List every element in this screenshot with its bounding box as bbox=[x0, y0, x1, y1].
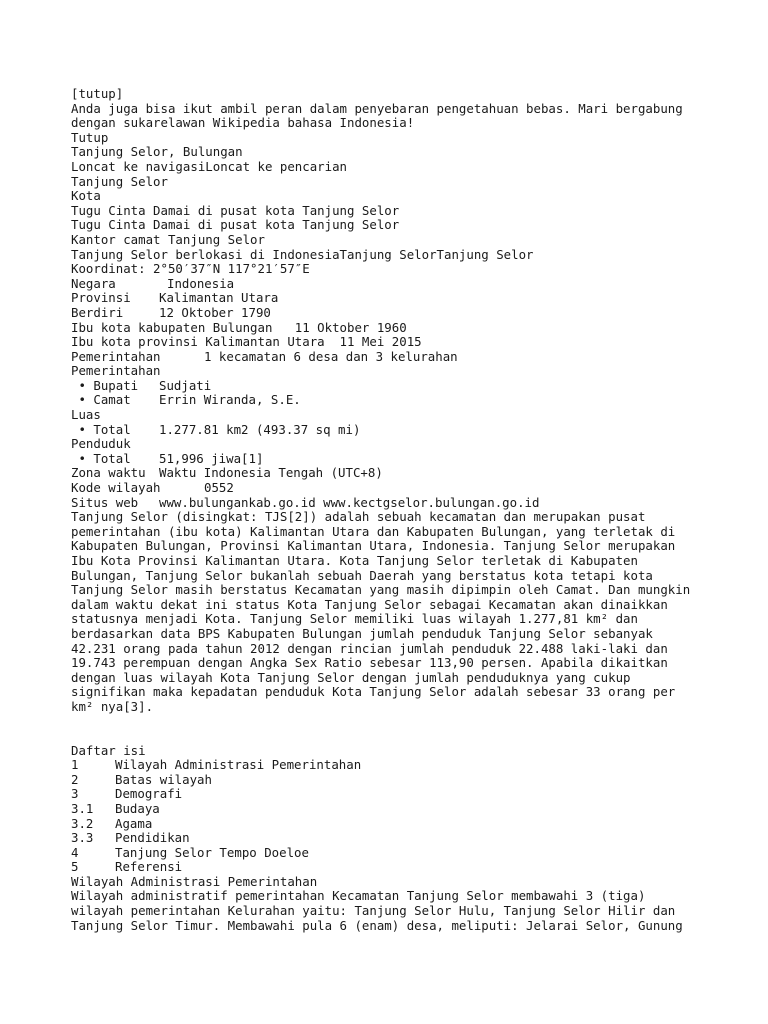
infobox-coordinates[interactable]: Koordinat: 2°50′37″N 117°21′57″E bbox=[71, 261, 310, 277]
spacer bbox=[71, 715, 761, 744]
infobox-map-caption: Tanjung Selor berlokasi di IndonesiaTanjung SelorTanjung Selor bbox=[71, 246, 534, 262]
infobox-label: Kode wilayah bbox=[71, 480, 161, 496]
toc-number: 2 bbox=[71, 771, 79, 787]
banner-close-button[interactable]: Tutup bbox=[71, 129, 109, 145]
toc-label[interactable]: Budaya bbox=[115, 800, 160, 816]
infobox-row-luas-total bbox=[71, 423, 761, 438]
banner-message-line: Anda juga bisa ikut ambil peran dalam penyebaran pengetahuan bebas. Mari bergabung bbox=[71, 100, 683, 116]
toc-label[interactable]: Demografi bbox=[115, 786, 183, 802]
paragraph-line: Ibu Kota Provinsi Kalimantan Utara. Kota Tanjung Selor terletak di Kabupaten bbox=[71, 553, 638, 568]
toc-label[interactable]: Wilayah Administrasi Pemerintahan bbox=[115, 757, 362, 773]
infobox-section-luas: Luas bbox=[71, 407, 101, 423]
paragraph-line: dengan luas wilayah Kota Tanjung Selor dengan jumlah penduduknya yang cukup bbox=[71, 669, 631, 685]
infobox-value[interactable]: www.bulungankab.go.id www.kectgselor.bulungan.go.id bbox=[159, 494, 540, 510]
toc-label[interactable]: Agama bbox=[115, 815, 153, 831]
section-wilayah bbox=[71, 875, 761, 933]
toc-number: 4 bbox=[71, 844, 79, 860]
infobox-label: • Total bbox=[71, 421, 131, 437]
page-title: Tanjung Selor, Bulungan bbox=[71, 144, 243, 160]
toc-title: Daftar isi bbox=[71, 742, 146, 758]
toc-item[interactable] bbox=[71, 860, 761, 875]
infobox-value: 12 Oktober 1790 bbox=[159, 304, 271, 320]
infobox-row-zona bbox=[71, 466, 761, 481]
toc-item[interactable] bbox=[71, 817, 761, 832]
paragraph-line: Wilayah administratif pemerintahan Kecamatan Tanjung Selor membawahi 3 (tiga) bbox=[71, 888, 646, 904]
paragraph-line: Bulungan, Tanjung Selor bukanlah sebuah Daerah yang berstatus kota tetapi kota bbox=[71, 567, 653, 583]
paragraph-line: Tanjung Selor Timur. Membawahi pula 6 (enam) desa, meliputi: Jelarai Selor, Gunung bbox=[71, 917, 683, 933]
infobox-row-ibukota-prov: Ibu kota provinsi Kalimantan Utara 11 Mei 2015 bbox=[71, 334, 422, 350]
infobox-value[interactable]: Kalimantan Utara bbox=[159, 290, 279, 306]
toc-number: 3 bbox=[71, 786, 79, 802]
infobox-value[interactable]: Waktu Indonesia Tengah (UTC+8) bbox=[159, 465, 383, 481]
toc-item[interactable] bbox=[71, 831, 761, 846]
infobox-image-caption: Tugu Cinta Damai di pusat kota Tanjung Selor bbox=[71, 217, 400, 233]
infobox-name: Tanjung Selor bbox=[71, 173, 168, 189]
infobox-label: Berdiri bbox=[71, 304, 124, 320]
infobox-row-penduduk-total bbox=[71, 452, 761, 467]
toc-item[interactable] bbox=[71, 802, 761, 817]
paragraph-line: pemerintahan (ibu kota) Kalimantan Utara dan Kabupaten Bulungan, yang terletak di bbox=[71, 523, 676, 539]
infobox-row-bupati bbox=[71, 379, 761, 394]
infobox-value: 51,996 jiwa[1] bbox=[159, 450, 264, 466]
infobox-label: Provinsi bbox=[71, 290, 131, 306]
toc-number: 3.1 bbox=[71, 800, 94, 816]
paragraph-line: 42.231 orang pada tahun 2012 dengan rincian jumlah penduduk 22.488 laki-laki dan bbox=[71, 640, 668, 656]
infobox-image-caption: Tugu Cinta Damai di pusat kota Tanjung Selor bbox=[71, 202, 400, 218]
infobox-section-pemerintahan: Pemerintahan bbox=[71, 363, 161, 379]
paragraph-line: signifikan maka kepadatan penduduk Kota Tanjung Selor adalah sebesar 33 orang per bbox=[71, 684, 676, 700]
toc-number: 3.2 bbox=[71, 815, 94, 831]
infobox-row-kode bbox=[71, 481, 761, 496]
infobox-row-situs bbox=[71, 496, 761, 511]
infobox-label: • Bupati bbox=[71, 377, 139, 393]
toc-item[interactable] bbox=[71, 758, 761, 773]
infobox-row-ibukota-kab: Ibu kota kabupaten Bulungan 11 Oktober 1960 bbox=[71, 319, 407, 335]
table-of-contents bbox=[71, 744, 761, 875]
article-page bbox=[71, 87, 761, 933]
intro-paragraph bbox=[71, 510, 761, 714]
paragraph-line: Tanjung Selor masih berstatus Kecamatan yang masih dipimpin oleh Camat. Dan mungkin bbox=[71, 582, 691, 598]
paragraph-line: Tanjung Selor (disingkat: TJS[2]) adalah sebuah kecamatan dan merupakan pusat bbox=[71, 509, 646, 525]
infobox-label: Pemerintahan bbox=[71, 348, 161, 364]
infobox-image-caption: Kantor camat Tanjung Selor bbox=[71, 231, 265, 247]
toc-number: 1 bbox=[71, 757, 79, 773]
paragraph-line: wilayah pemerintahan Kelurahan yaitu: Tanjung Selor Hulu, Tanjung Selor Hilir dan bbox=[71, 903, 676, 919]
toc-item[interactable] bbox=[71, 773, 761, 788]
infobox-type: Kota bbox=[71, 188, 101, 204]
infobox-label: • Camat bbox=[71, 392, 131, 408]
toc-item[interactable] bbox=[71, 787, 761, 802]
infobox-value: 1 kecamatan 6 desa dan 3 kelurahan bbox=[204, 348, 458, 364]
infobox-value[interactable]: Indonesia bbox=[167, 275, 235, 291]
paragraph-line: statusnya menjadi Kota. Tanjung Selor memiliki luas wilayah 1.277,81 km² dan bbox=[71, 611, 638, 627]
infobox-value: 0552 bbox=[204, 480, 234, 496]
banner-close-link[interactable]: [tutup] bbox=[71, 86, 124, 101]
infobox-value: Sudjati bbox=[159, 377, 212, 393]
infobox-row-negara bbox=[71, 277, 761, 292]
infobox-row-berdiri bbox=[71, 306, 761, 321]
toc-item[interactable] bbox=[71, 846, 761, 861]
paragraph-line: km² nya[3]. bbox=[71, 698, 154, 714]
paragraph-line: 19.743 perempuan dengan Angka Sex Ratio sebesar 113,90 persen. Apabila dikaitkan bbox=[71, 655, 668, 671]
infobox-label: Negara bbox=[71, 275, 116, 291]
toc-number: 3.3 bbox=[71, 830, 94, 846]
paragraph-line: Kabupaten Bulungan, Provinsi Kalimantan Utara, Indonesia. Tanjung Selor merupakan bbox=[71, 538, 676, 554]
toc-number: 5 bbox=[71, 859, 79, 875]
infobox-value: 1.277.81 km2 (493.37 sq mi) bbox=[159, 421, 361, 437]
section-heading: Wilayah Administrasi Pemerintahan bbox=[71, 873, 318, 889]
paragraph-line: berdasarkan data BPS Kabupaten Bulungan jumlah penduduk Tanjung Selor sebanyak bbox=[71, 625, 653, 641]
infobox-row-pemerintahan bbox=[71, 350, 761, 365]
infobox-label: • Total bbox=[71, 450, 131, 466]
infobox-label: Situs web bbox=[71, 494, 139, 510]
infobox-label: Zona waktu bbox=[71, 465, 146, 481]
toc-label[interactable]: Tanjung Selor Tempo Doeloe bbox=[115, 844, 309, 860]
infobox-value: Errin Wiranda, S.E. bbox=[159, 392, 301, 408]
infobox-section-penduduk: Penduduk bbox=[71, 436, 131, 452]
skip-links[interactable]: Loncat ke navigasiLoncat ke pencarian bbox=[71, 158, 348, 174]
paragraph-line: dalam waktu dekat ini status Kota Tanjung Selor sebagai Kecamatan akan dinaikkan bbox=[71, 596, 668, 612]
toc-label[interactable]: Referensi bbox=[115, 859, 183, 875]
infobox-row-camat bbox=[71, 393, 761, 408]
toc-label[interactable]: Pendidikan bbox=[115, 830, 190, 846]
infobox-row-provinsi bbox=[71, 291, 761, 306]
toc-label[interactable]: Batas wilayah bbox=[115, 771, 212, 787]
banner-message-line: dengan sukarelawan Wikipedia bahasa Indonesia! bbox=[71, 115, 415, 131]
